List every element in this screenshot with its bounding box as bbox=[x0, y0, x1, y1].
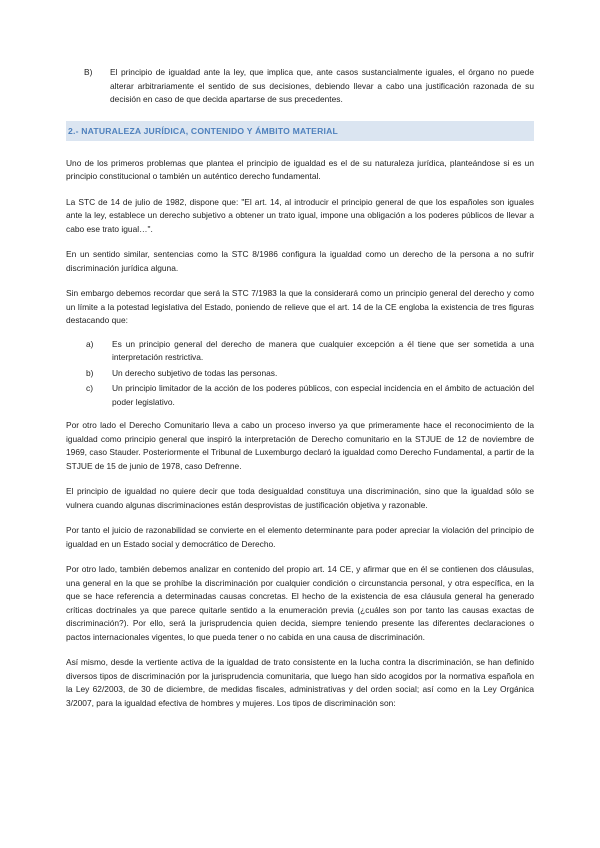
figures-list bbox=[66, 338, 534, 410]
paragraph: La STC de 14 de julio de 1982, dispone que: "El art. 14, al introducir el principio general de que los españoles son iguales ante la ley, establece un derecho subjetivo a obtener un trato igual, impone una obligación a los poderes públicos de llevar a cabo ese trato igual…". bbox=[66, 196, 534, 234]
list-item-text: Un derecho subjetivo de todas las personas. bbox=[112, 367, 278, 378]
list-item-text: Un principio limitador de la acción de los poderes públicos, con especial incidencia en el ámbito de actuación del poder legislativo. bbox=[112, 383, 534, 407]
list-item bbox=[86, 382, 534, 409]
list-item-text: Es un principio general del derecho de manera que cualquier excepción a él tiene que ser sometida a una interpretación restrictiva. bbox=[112, 338, 534, 362]
paragraph: Sin embargo debemos recordar que será la STC 7/1983 la que la considerará como un principio general del derecho y como un límite a la potestad legislativa del Estado, poniendo de relieve que el art. 14 de la CE engloba la existencia de tres figuras destacando que: bbox=[66, 288, 534, 325]
paragraph: Así mismo, desde la vertiente activa de la igualdad de trato consistente en la lucha contra la discriminación, se han definido diversos tipos de discriminación por la jurisprudencia comunitaria, que luego han sido acogidos por la normativa española en la Ley 62/2003, de 30 de diciembre, de medidas fiscales, administrativas y del orden social; así como en la Ley Orgánica 3/2007, para la igualdad efectiva de hombres y mujeres. Los tipos de discriminación son: bbox=[66, 657, 534, 708]
paragraph: El principio de igualdad no quiere decir que toda desigualdad constituya una discriminación, sino que la igualdad sólo se vulnera cuando algunas discriminaciones están desprovistas de justificación objetiva y razonable. bbox=[66, 486, 534, 510]
paragraph: Por tanto el juicio de razonabilidad se convierte en el elemento determinante para poder apreciar la violación del principio de igualdad en un Estado social y democrático de Derecho. bbox=[66, 525, 534, 549]
section-heading: 2.- NATURALEZA JURÍDICA, CONTENIDO Y ÁMBITO MATERIAL bbox=[66, 121, 534, 141]
list-marker: b) bbox=[86, 367, 94, 378]
paragraph: En un sentido similar, sentencias como la STC 8/1986 configura la igualdad como un derecho de la persona a no sufrir discriminación jurídica alguna. bbox=[66, 249, 534, 273]
list-item bbox=[86, 367, 534, 381]
list-item-b-principle-equality-before-law bbox=[66, 66, 534, 107]
paragraph: Por otro lado, también debemos analizar en contenido del propio art. 14 CE, y afirmar que en él se contienen dos cláusulas, una general en la que se prohíbe la discriminación por cualquier condición o circunstancia personal, y otra específica, en la que se hace referencia a determinadas causas concretas. El hecho de la existencia de esa cláusula general ha generado críticas doctrinales ya que parece quitarle sentido a la enumeración previa (¿cuáles son por tanto las causas exactas de discriminación?). Por ello, será la jurisprudencia quien decida, siempre teniendo presente las diferentes declaraciones o pactos internacionales vigentes, lo que pueda tener o no cabida en una causa de discriminación. bbox=[66, 564, 534, 642]
list-marker: a) bbox=[86, 338, 94, 349]
list-item bbox=[86, 338, 534, 365]
paragraph: Uno de los primeros problemas que plantea el principio de igualdad es el de su naturaleza jurídica, planteándose si es un principio constitucional o también un auténtico derecho fundamental. bbox=[66, 157, 534, 181]
list-item-text: El principio de igualdad ante la ley, que implica que, ante casos sustancialmente iguales, el órgano no puede alterar arbitrariamente el sentido de sus decisiones, debiendo llevar a cabo una justificación razonada de su decisión en caso de que decida apartarse de sus precedentes. bbox=[110, 67, 534, 104]
list-marker: c) bbox=[86, 383, 93, 393]
list-marker: B) bbox=[84, 67, 93, 77]
paragraph: Por otro lado el Derecho Comunitario lleva a cabo un proceso inverso ya que primeramente hace el reconocimiento de la igualdad como principio general que inspiró la interpretación de Derecho comunitario en la STJUE de 12 de noviembre de 1969, caso Stauder. Posteriormente el Tribunal de Luxemburgo declaró la igualdad como Derecho Fundamental, a partir de la STJUE de 15 de junio de 1978, caso Defrenne. bbox=[66, 420, 534, 471]
